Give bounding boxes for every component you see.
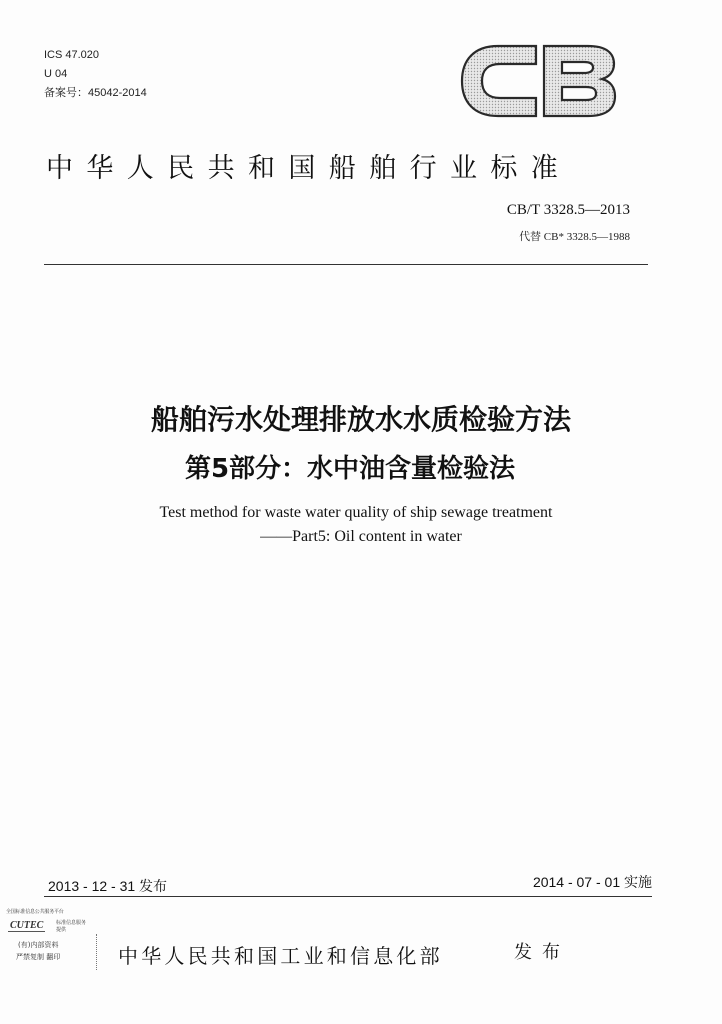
stamp-copy-note: 严禁复制 翻印 [16, 953, 61, 961]
replaces-standard: 代替 CB* 3328.5—1988 [519, 231, 630, 243]
header-divider [44, 264, 648, 265]
ccs-code: U 04 [44, 68, 68, 80]
stamp-side-text-1: 标准信息服务 [56, 920, 87, 926]
chinese-title-line-2: 第5部分：水中油含量检验法 [184, 454, 516, 484]
stamp-logo: CUTEC [10, 920, 44, 931]
chinese-title-line-1: 船舶污水处理排放水水质检验方法 [150, 403, 571, 436]
stamp-internal-note: (有)内部资料 [18, 941, 59, 949]
distribution-stamp [4, 908, 96, 968]
english-title-line-1: Test method for waste water quality of ship sewage treatment [159, 504, 553, 521]
issue-date: 2013 - 12 - 31 发布 [48, 878, 168, 894]
standard-number: CB/T 3328.5—2013 [506, 202, 630, 218]
issuing-authority: 中华人民共和国工业和信息化部 [118, 944, 443, 968]
stamp-side-text [56, 920, 86, 934]
ics-code: ICS 47.020 [44, 49, 100, 61]
record-number: 备案号：45042-2014 [44, 87, 147, 99]
stamp-header-text: 全国标准信息公共服务平台 [6, 909, 64, 915]
english-title-line-2: ——Part5: Oil content in water [260, 528, 462, 545]
stamp-side-text-2: 提供 [56, 927, 67, 933]
issue-action-label: 发布 [514, 942, 570, 963]
classification-block [44, 46, 147, 103]
stamp-divider [96, 934, 97, 970]
cb-logo-icon [458, 40, 618, 122]
footer-divider [44, 896, 652, 897]
implementation-date: 2014 - 07 - 01 实施 [532, 874, 652, 890]
standard-category-title: 中华人民共和国船舶行业标准 [46, 153, 572, 184]
